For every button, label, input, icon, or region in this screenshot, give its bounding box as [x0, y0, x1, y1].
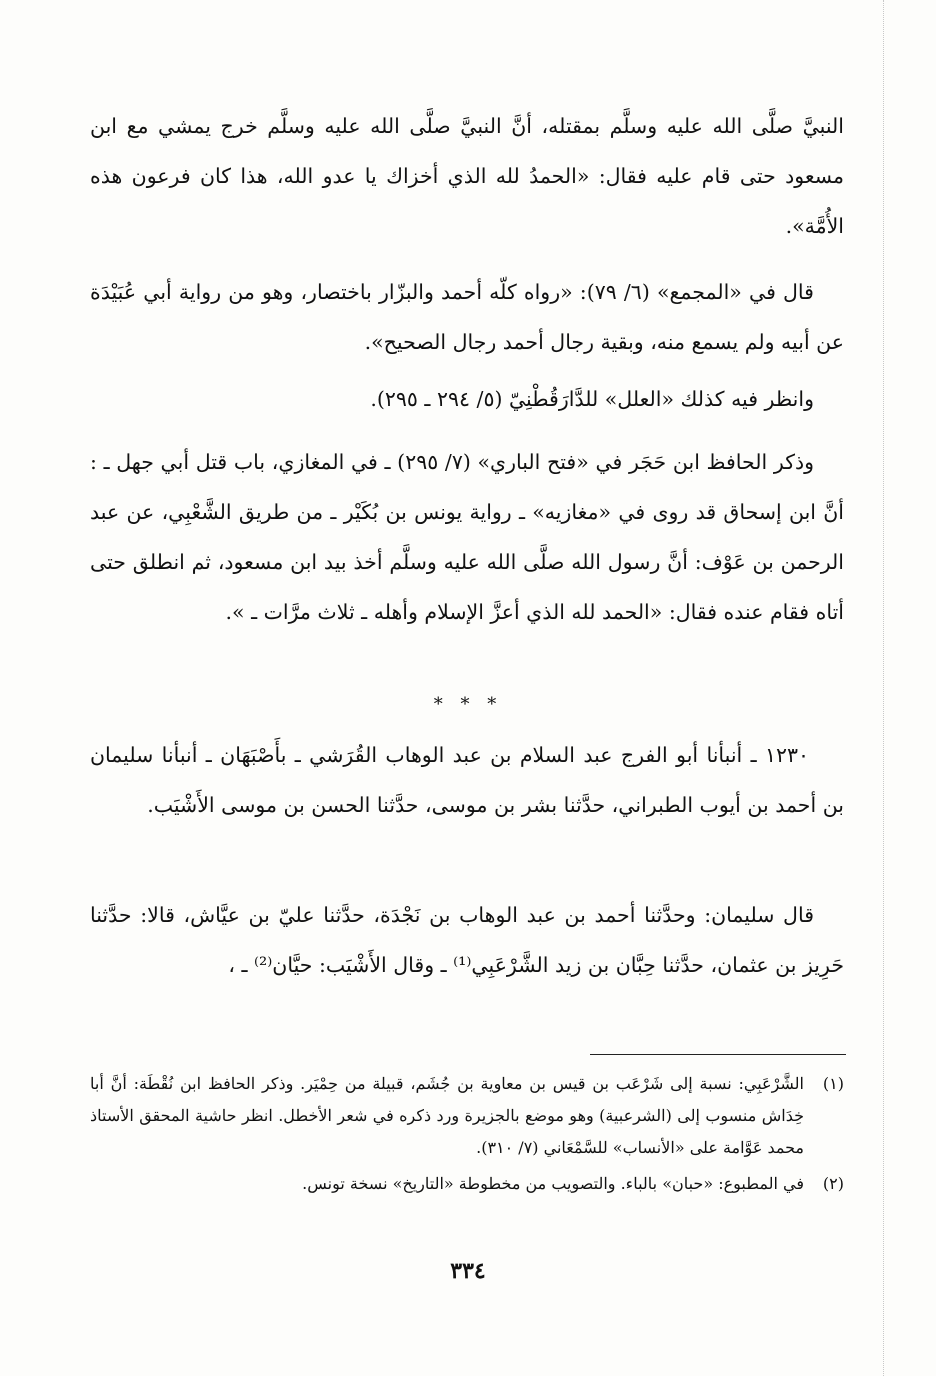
paragraph-text: وانظر فيه كذلك «العلل» للدَّارَقُطْنِيّ (٥/ ٢٩٤ ـ ٢٩٥).	[370, 387, 814, 411]
footnote-divider	[590, 1054, 846, 1055]
paragraph-ilal-reference	[90, 374, 844, 424]
paragraph-majma-quote	[90, 267, 844, 367]
footnotes-section	[90, 1068, 844, 1204]
footnote-number: (٢)	[822, 1174, 844, 1193]
page-number: ٣٣٤	[450, 1258, 486, 1284]
paragraph-text: وذكر الحافظ ابن حَجَر في «فتح الباري» (٧/ ٢٩٥) ـ في المغازي، باب قتل أبي جهل ـ : أنَّ ابن إسحاق قد روى في «مغازيه» ـ رواية يونس بن بُكَيْر ـ من طريق الشَّعْبِي، عن عبد الرحمن بن عَوْف: أنَّ رسول الله صلَّى الله عليه وسلَّم أخذ بيد ابن مسعود، ثم انطلق حتى أتاه فقام عنده فقال: «الحمد لله الذي أعزَّ الإسلام وأهله ـ ثلاث مرَّات ـ ».	[90, 450, 844, 624]
paragraph-text: قال في «المجمع» (٦/ ٧٩): «رواه كلّه أحمد والبزّار باختصار، وهو من رواية أبي عُبَيْدَة عن أبيه ولم يسمع منه، وبقية رجال أحمد رجال الصحيح».	[90, 280, 844, 354]
scan-margin-line	[883, 0, 884, 1376]
paragraph-fath-albari	[90, 437, 844, 637]
paragraph-text: ١٢٣٠ ـ أنبأنا أبو الفرج عبد السلام بن عبد الوهاب القُرَشي ـ بأَصْبَهَان ـ أنبأنا سليمان بن أحمد بن أيوب الطبراني، حدَّثنا بشر بن موسى، حدَّثنا الحسن بن موسى الأَشْيَب.	[90, 743, 844, 817]
paragraph-text: قال سليمان: وحدَّثنا أحمد بن عبد الوهاب بن نَجْدَة، حدَّثنا عليّ بن عيَّاش، قالا: حدَّثنا حَرِيز بن عثمان، حدَّثنا حِبَّان بن زيد الشَّرْعَبِي⁽¹⁾ ـ وقال الأَشْيَب: حيَّان⁽²⁾ ـ ،	[90, 903, 844, 977]
footnote-number: (١)	[822, 1074, 844, 1093]
paragraph-hadith-1230	[90, 730, 844, 830]
section-separator: * * *	[433, 694, 503, 715]
footnote-text: الشَّرْعَبِي: نسبة إلى شَرْعَب بن قيس بن معاوية بن جُشَم، قبيلة من حِمْيَر. وذكر الحافظ ابن نُقْطَة: أنَّ أبا خِدَاش منسوب إلى (الشرعبية) وهو موضع بالجزيرة ورد ذكره في شعر الأخطل. انظر حاشية المحقق الأستاذ محمد عَوَّامة على «الأنساب» للسَّمْعَاني (٧/ ٣١٠).	[90, 1074, 804, 1157]
footnote-2	[90, 1168, 844, 1200]
paragraph-sulayman-chain	[90, 890, 844, 990]
footnote-text: في المطبوع: «حبان» بالباء. والتصويب من مخطوطة «التاريخ» نسخة تونس.	[302, 1174, 804, 1193]
paragraph-text: النبيَّ صلَّى الله عليه وسلَّم بمقتله، أنَّ النبيَّ صلَّى الله عليه وسلَّم خرج يمشي مع ابن مسعود حتى قام عليه فقال: «الحمدُ لله الذي أخزاك يا عدو الله، هذا كان فرعون هذه الأُمَّة».	[90, 114, 844, 238]
footnote-1	[90, 1068, 844, 1164]
paragraph-continuation	[90, 101, 844, 251]
